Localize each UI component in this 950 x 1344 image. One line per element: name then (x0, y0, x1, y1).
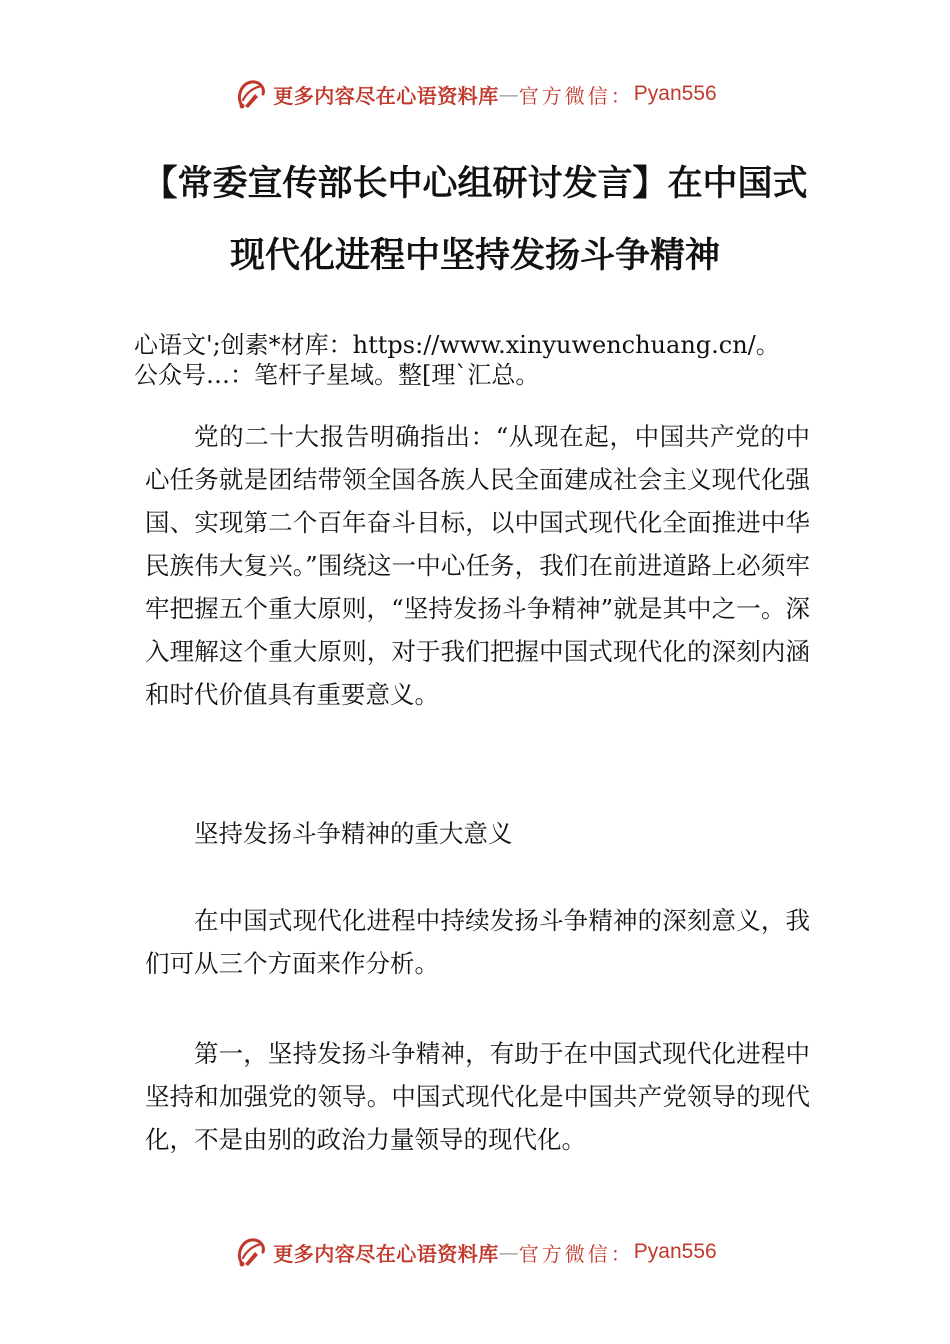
title-line-1: 【常委宣传部长中心组研讨发言】在中国式 (142, 164, 808, 204)
brush-logo-icon (233, 76, 269, 112)
banner-wechat-label: 官方微信： (518, 83, 634, 108)
paragraph-1: 党的二十大报告明确指出：“从现在起，中国共产党的中心任务就是团结带领全国各族人民全面建成社会主义现代化强国、实现第二个百年奋斗目标，以中国式现代化全面推进中华民族伟大复兴。”围绕这一中心任务，我们在前进道路上必须牢牢把握五个重大原则，“坚持发扬斗争精神”就是其中之一。深入理解这个重大原则，对于我们把握中国式现代化的深刻内涵和时代价值具有重要意义。 (145, 422, 810, 709)
banner-separator: — (498, 1240, 519, 1264)
paragraph-2: 在中国式现代化进程中持续发扬斗争精神的深刻意义，我们可从三个方面来作分析。 (145, 906, 810, 978)
banner-wechat-label: 官方微信： (518, 1241, 634, 1266)
section-heading: 坚持发扬斗争精神的重大意义 (194, 819, 513, 848)
paragraph-3: 第一，坚持发扬斗争精神，有助于在中国式现代化进程中坚持和加强党的领导。中国式现代化是中国共产党领导的现代化，不是由别的政治力量领导的现代化。 (145, 1039, 810, 1154)
title-line-2: 现代化进程中坚持发扬斗争精神 (229, 236, 720, 276)
brush-logo-icon (233, 1234, 269, 1270)
banner-text: 更多内容尽在心语资料库 (273, 83, 499, 108)
footer-banner (0, 1232, 950, 1272)
banner-wechat-id: Pyan556 (633, 1240, 717, 1263)
source-line-2: 公众号…：笔杆子星域。整[理`汇总。 (134, 361, 540, 389)
source-note (134, 330, 834, 390)
header-banner (0, 74, 950, 114)
banner-separator: — (498, 82, 519, 106)
banner-text: 更多内容尽在心语资料库 (273, 1241, 499, 1266)
banner-wechat-id: Pyan556 (633, 82, 717, 105)
source-line-1: 心语文';创素*材库：https://www.xinyuwenchuang.cn/。 (134, 331, 780, 359)
document-title (100, 148, 850, 292)
